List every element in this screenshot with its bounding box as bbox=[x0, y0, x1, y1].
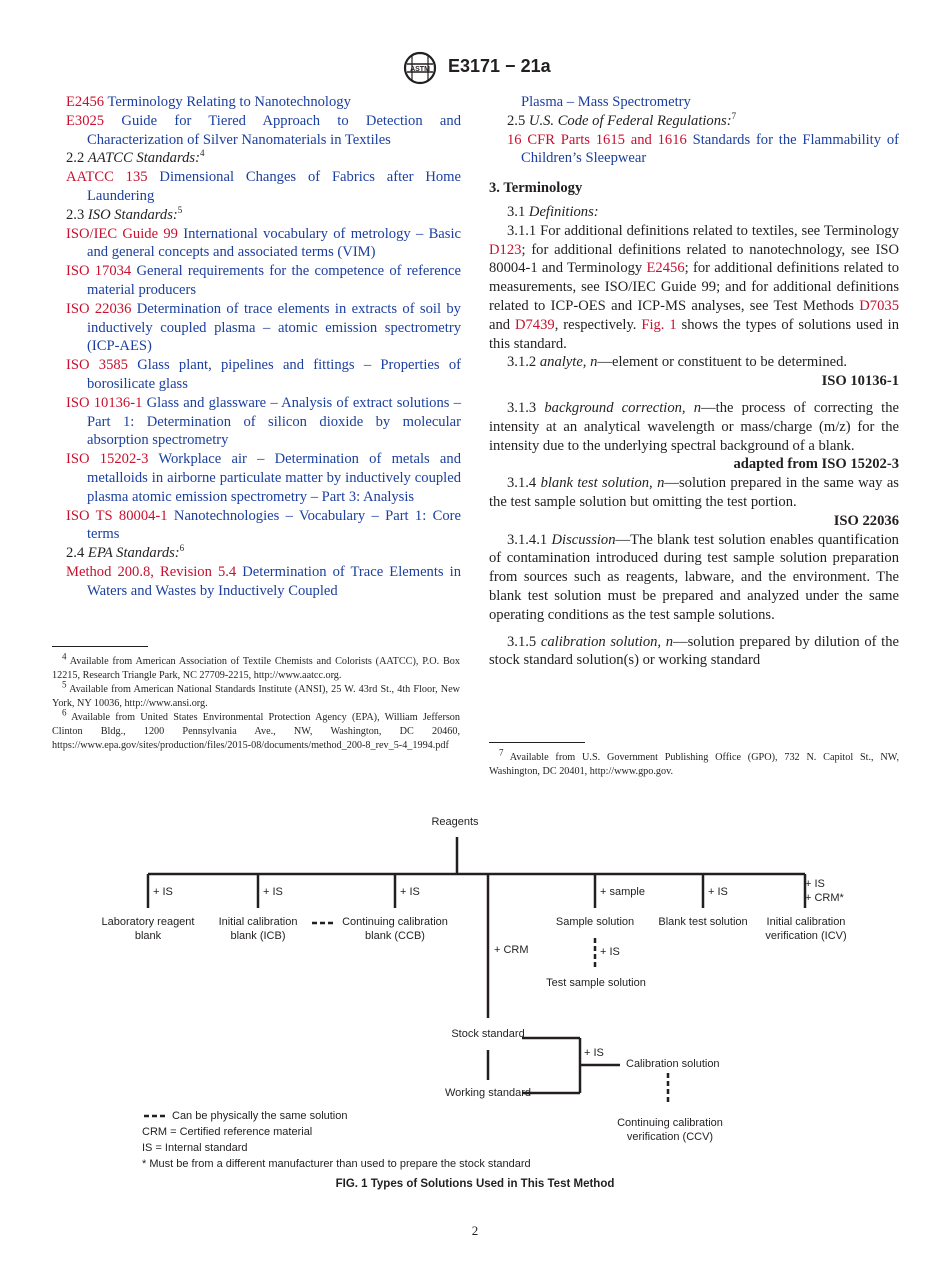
figure-1 bbox=[90, 810, 890, 1180]
ref-title-link[interactable]: Standards for the Flammability of Children’s Sleepwear bbox=[521, 131, 899, 167]
definition-source: ISO 10136-1 bbox=[821, 373, 899, 390]
ref-title-link[interactable]: Nanotechnologies – Vocabulary – Part 1: Core terms bbox=[87, 507, 461, 543]
ref-code-link[interactable]: AATCC 135 bbox=[66, 169, 148, 186]
right-column bbox=[489, 93, 899, 670]
node-reagents: Reagents bbox=[431, 816, 479, 828]
ref-item bbox=[66, 168, 461, 206]
ref-item bbox=[66, 450, 461, 506]
ref-code-link[interactable]: ISO 17034 bbox=[66, 263, 132, 280]
document-id: E3171 − 21a bbox=[448, 56, 551, 76]
ref-item bbox=[66, 356, 461, 394]
paragraph-3-1-1: 3.1.1 For additional definitions related to textiles, see Terminology D123; for additional definitions related to nanotechnology, see ISO 80004-1 and Terminology E2456; for additional definitions related to measurements, see ISO/IEC Guide 99; and for additional definitions related to ICP-OES and ICP-MS analyses, see Test Methods D7035 and D7439, respectively. Fig. 1 shows the types of solutions used in this standard. bbox=[489, 222, 899, 352]
node-ccv: Continuing calibration verification (CCV) bbox=[617, 1117, 723, 1143]
ref-item bbox=[66, 394, 461, 450]
ref-link[interactable]: E2456 bbox=[646, 260, 685, 277]
flowchart-lines bbox=[90, 810, 890, 1180]
ref-title-link[interactable]: Dimensional Changes of Fabrics after Home Laundering bbox=[87, 169, 461, 204]
paragraph-3-1-3: 3.1.3 background correction, n—the process of correcting the intensity at an analytical wavelength or mass/charge (m/z) for the intensity due to the underlying spectral background of a blank. adapted from ISO 15202-3 bbox=[489, 399, 900, 473]
footnote: $^6$ Available from United States Environmental Protection Agency (EPA), William Jefferson Clinton Bldg., 1200 Pennsylvania Ave., NW, Washington, DC 20460, https://www.epa.gov/sites/production/files/2015-08/documents/method_200-8_rev_5-4_1994.pdf bbox=[52, 707, 460, 751]
ref-title-link[interactable]: Glass and glassware – Analysis of extract solutions – Part 1: Determination of silicon dioxide by molecular absorption spectrometry bbox=[87, 394, 461, 449]
node-blank-test-solution: Blank test solution bbox=[658, 916, 748, 928]
section-2-4: 2.4 EPA Standards:$^6$ bbox=[66, 543, 185, 562]
ref-title-link[interactable]: Determination of trace elements in extracts of soil by inductively coupled plasma – atomic emission spectrometry (ICP-AES) bbox=[87, 300, 461, 355]
figure-caption: FIG. 1 Types of Solutions Used in This Test Method bbox=[335, 1178, 615, 1190]
page-number: 2 bbox=[471, 1223, 479, 1238]
ref-code-link[interactable]: ISO/IEC Guide 99 bbox=[66, 225, 178, 242]
astm-logo-icon bbox=[398, 50, 442, 86]
ref-link[interactable]: D123 bbox=[489, 241, 522, 258]
footnote-rule bbox=[489, 742, 585, 743]
ref-code-link[interactable]: E2456 bbox=[66, 94, 105, 110]
node-icv: Initial calibration verification (ICV) bbox=[765, 916, 847, 942]
ref-code-link[interactable]: ISO 22036 bbox=[66, 300, 132, 317]
ref-link[interactable]: D7439 bbox=[514, 316, 555, 333]
ref-item bbox=[66, 112, 461, 150]
ref-code-link[interactable]: E3025 bbox=[66, 112, 105, 129]
ref-code-link[interactable]: ISO 15202-3 bbox=[66, 451, 149, 468]
section-heading: 3. Terminology bbox=[489, 180, 583, 197]
ref-code-link[interactable]: Method 200.8, bbox=[66, 563, 154, 580]
node-working-standard: Working standard bbox=[444, 1087, 532, 1099]
ref-code-link[interactable]: ISO 3585 bbox=[66, 357, 128, 374]
edge-label: + IS bbox=[263, 886, 283, 898]
ref-code-link[interactable]: ISO TS 80004-1 bbox=[66, 507, 168, 524]
node-sample-solution: Sample solution bbox=[555, 916, 635, 928]
legend-item: IS = Internal standard bbox=[142, 1142, 248, 1154]
logo-text: ASTM bbox=[410, 66, 430, 73]
section-2-5: 2.5 U.S. Code of Federal Regulations:$^7$ bbox=[507, 110, 737, 129]
edge-label: + IS bbox=[153, 886, 173, 898]
edge-label: + IS bbox=[584, 1047, 604, 1059]
figure-link[interactable]: Fig. 1 bbox=[641, 316, 677, 333]
ref-item bbox=[66, 507, 461, 545]
edge-label: + IS + CRM* bbox=[805, 878, 844, 904]
paragraph-3-1-2: 3.1.2 analyte, n—element or constituent to be determined. bbox=[507, 354, 848, 371]
node-calibration-solution: Calibration solution bbox=[626, 1058, 720, 1070]
ref-item bbox=[507, 131, 899, 169]
edge-label: + sample bbox=[600, 886, 645, 898]
left-column bbox=[66, 93, 461, 601]
section-2-2: 2.2 AATCC Standards:$^4$ bbox=[66, 148, 205, 167]
ref-code-link[interactable]: Revision 5.4 bbox=[160, 563, 237, 580]
footnote: $^4$ Available from American Association of Textile Chemists and Colorists (AATCC), P.O. Box 12215, Research Triangle Park, NC 27709-2215, http://www.aatcc.org. bbox=[52, 651, 460, 681]
paragraph-3-1-5: 3.1.5 calibration solution, n—solution prepared by dilution of the stock standard solution(s) or working standard bbox=[489, 633, 899, 669]
edge-label: + IS bbox=[708, 886, 728, 898]
legend-item: * Must be from a different manufacturer than used to prepare the stock standard bbox=[142, 1158, 531, 1170]
page-header bbox=[0, 50, 950, 88]
footnote: $^7$ Available from U.S. Government Publishing Office (GPO), 732 N. Capitol St., NW, Washington, DC 20401, http://www.gpo.gov. bbox=[489, 747, 899, 777]
ref-title-link[interactable]: Glass plant, pipelines and fittings – Properties of borosilicate glass bbox=[87, 357, 461, 392]
footnote-right bbox=[489, 747, 899, 779]
ref-title-link[interactable]: International vocabulary of metrology – Basic and general concepts and associated terms (VIM) bbox=[87, 225, 461, 261]
edge-label: + IS bbox=[600, 946, 620, 958]
node-icb: Initial calibration blank (ICB) bbox=[218, 916, 298, 942]
edge-label: + IS bbox=[400, 886, 420, 898]
ref-title-link[interactable]: Guide for Tiered Approach to Detection and Characterization of Silver Nanomaterials in Textiles bbox=[87, 112, 461, 148]
paragraph-3-1-4-1: 3.1.4.1 Discussion—The blank test solution enables quantification of contamination introduced during test sample solution preparation from sources such as reagents, labware, and the environment. The blank test solution must be prepared and analyzed under the same operating conditions as the test sample solutions. bbox=[489, 531, 899, 623]
ref-title-link[interactable]: Determination of Trace Elements in Waters and Wastes by Inductively Coupled bbox=[87, 563, 461, 599]
paragraph-3-1: 3.1 Definitions: bbox=[507, 203, 599, 220]
ref-title-link[interactable]: General requirements for the competence of reference material producers bbox=[87, 263, 461, 298]
node-stock-standard: Stock standard bbox=[451, 1028, 525, 1040]
legend-item: CRM = Certified reference material bbox=[142, 1126, 313, 1138]
node-lab-reagent-blank: Laboratory reagent blank bbox=[101, 916, 195, 942]
legend-item: Can be physically the same solution bbox=[172, 1110, 348, 1122]
ref-title-link[interactable]: Workplace air – Determination of metals and metalloids in airborne particulate matter by inductively coupled plasma atomic emission spectrometry – Part 3: Analysis bbox=[87, 451, 461, 505]
node-ccb: Continuing calibration blank (CCB) bbox=[342, 916, 448, 942]
ref-item bbox=[66, 563, 461, 601]
ref-item bbox=[66, 300, 461, 356]
footnotes-left bbox=[52, 651, 460, 753]
ref-item bbox=[66, 225, 461, 263]
footnote: $^5$ Available from American National Standards Institute (ANSI), 25 W. 43rd St., 4th Floor, New York, NY 10036, http://www.ansi.org. bbox=[52, 679, 460, 709]
paragraph-3-1-4: 3.1.4 blank test solution, n—solution prepared in the same way as the test sample solution but omitting the test portion. bbox=[489, 475, 899, 510]
ref-continuation-link[interactable]: Plasma – Mass Spectrometry bbox=[521, 94, 691, 110]
ref-link[interactable]: D7035 bbox=[859, 297, 899, 314]
ref-item bbox=[66, 93, 461, 112]
ref-title-link[interactable]: Terminology Relating to Nanotechnology bbox=[107, 94, 351, 110]
section-2-3: 2.3 ISO Standards:$^5$ bbox=[66, 204, 183, 223]
ref-code-link[interactable]: ISO 10136-1 bbox=[66, 394, 143, 411]
node-test-sample-solution: Test sample solution bbox=[546, 977, 646, 989]
ref-code-link[interactable]: 16 CFR Parts 1615 and 1616 bbox=[507, 131, 687, 148]
ref-item bbox=[66, 262, 461, 300]
edge-label: + CRM bbox=[494, 944, 529, 956]
footnote-rule bbox=[52, 646, 148, 647]
definition-source: ISO 22036 bbox=[833, 512, 899, 529]
definition-source: adapted from ISO 15202-3 bbox=[733, 456, 899, 473]
